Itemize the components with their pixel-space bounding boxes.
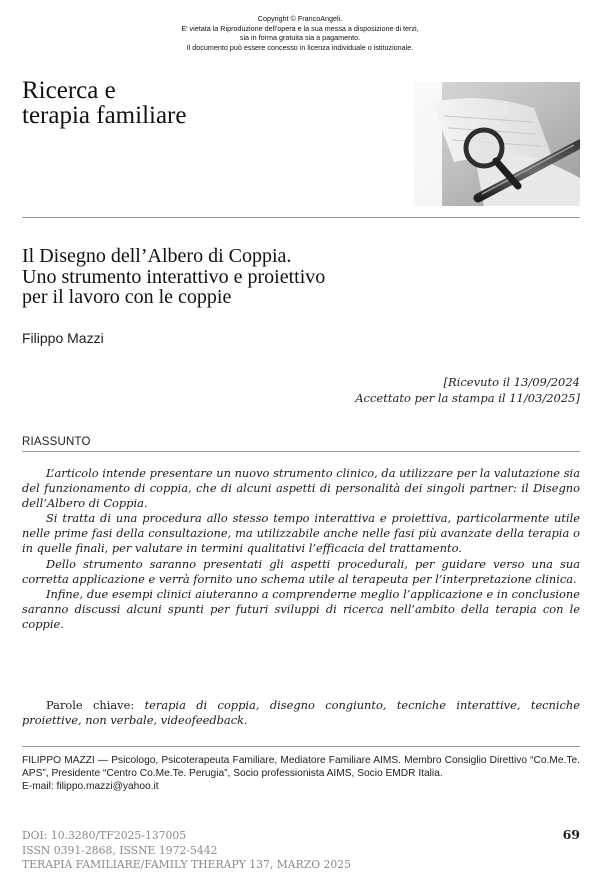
section-divider [22, 217, 580, 218]
author-note-divider [22, 746, 580, 747]
section-title-line: terapia familiare [22, 102, 187, 129]
author-email: E-mail: filippo.mazzi@yahoo.it [22, 781, 159, 793]
article-title-line: Uno strumento interattivo e proiettivo [22, 265, 326, 288]
journal-issue: TERAPIA FAMILIARE/FAMILY THERAPY 137, MARZO 2025 [22, 858, 351, 871]
doi: DOI: 10.3280/TF2025-137005 [22, 829, 187, 842]
abstract-paragraph: Infine, due esempi clinici aiuteranno a comprenderne meglio l’applicazione e in conclusione saranno discussi alcuni spunti per futuri sviluppi di ricerca nell’ambito della terapia con le coppie. [22, 586, 580, 631]
copyright-notice [0, 14, 600, 52]
keywords-list: terapia di coppia, disegno congiunto, tecniche interattive, tecniche proiettive, non verbale, videofeedback. [22, 698, 580, 728]
abstract-divider [22, 451, 580, 452]
page-number: 69 [562, 827, 580, 842]
article-title-line: per il lavoro con le coppie [22, 286, 232, 308]
abstract-heading: RIASSUNTO [22, 436, 91, 448]
author-note [22, 754, 580, 794]
keywords-label: Parole chiave: [46, 698, 135, 712]
submission-dates [355, 374, 580, 406]
article-title-line: Il Disegno dell’Albero di Coppia. [22, 245, 292, 267]
publication-footer [22, 829, 351, 873]
magnifying-glass-icon [414, 82, 580, 206]
abstract-paragraph: Si tratta di una procedura allo stesso tempo interattiva e proiettiva, particolarmente utile nelle prime fasi della consultazione, ma utilizzabile anche nelle fasi più avanzate della terapia o in quelle finali, per valutare in termini qualitativi l’efficacia del trattamento. [22, 511, 580, 556]
issn: ISSN 0391-2868, ISSNE 1972-5442 [22, 843, 218, 857]
copyright-line: E' vietata la Riproduzione dell'opera e la sua messa a disposizione di terzi, [181, 23, 419, 33]
copyright-line: Il documento può essere concesso in licenza individuale o istituzionale. [186, 42, 414, 52]
copyright-line: sia in forma gratuita sia a pagamento. [239, 33, 361, 42]
abstract-body [22, 466, 580, 632]
received-date: [Ricevuto il 13/09/2024 [443, 375, 580, 389]
keywords [22, 698, 580, 728]
abstract-paragraph: Dello strumento saranno presentati gli aspetti procedurali, per guidare verso una sua corretta applicazione e verrà fornito uno schema utile al terapeuta per l’interpretazione clinica. [22, 556, 580, 586]
article-title [22, 246, 325, 308]
author-name: Filippo Mazzi [22, 330, 104, 346]
abstract-paragraph: L’articolo intende presentare un nuovo strumento clinico, da utilizzare per la valutazione sia del funzionamento di coppia, che di alcuni aspetti di personalità dei singoli partner: il Disegno dell’Albero di Coppia. [22, 466, 580, 511]
copyright-line: Copyright © FrancoAngeli. [257, 14, 343, 23]
author-bio: FILIPPO MAZZI — Psicologo, Psicoterapeuta Familiare, Mediatore Familiare AIMS. Membro Consiglio Direttivo “Co.Me.Te. APS”, Presidente “Centro Co.Me.Te. Perugia”, Socio professionista AIMS, Socio EMDR Italia. [22, 755, 580, 780]
magnifying-glass-illustration [414, 82, 580, 206]
section-title-line: Ricerca e [22, 77, 116, 104]
section-title [22, 78, 186, 128]
accepted-date: Accettato per la stampa il 11/03/2025] [355, 391, 580, 405]
